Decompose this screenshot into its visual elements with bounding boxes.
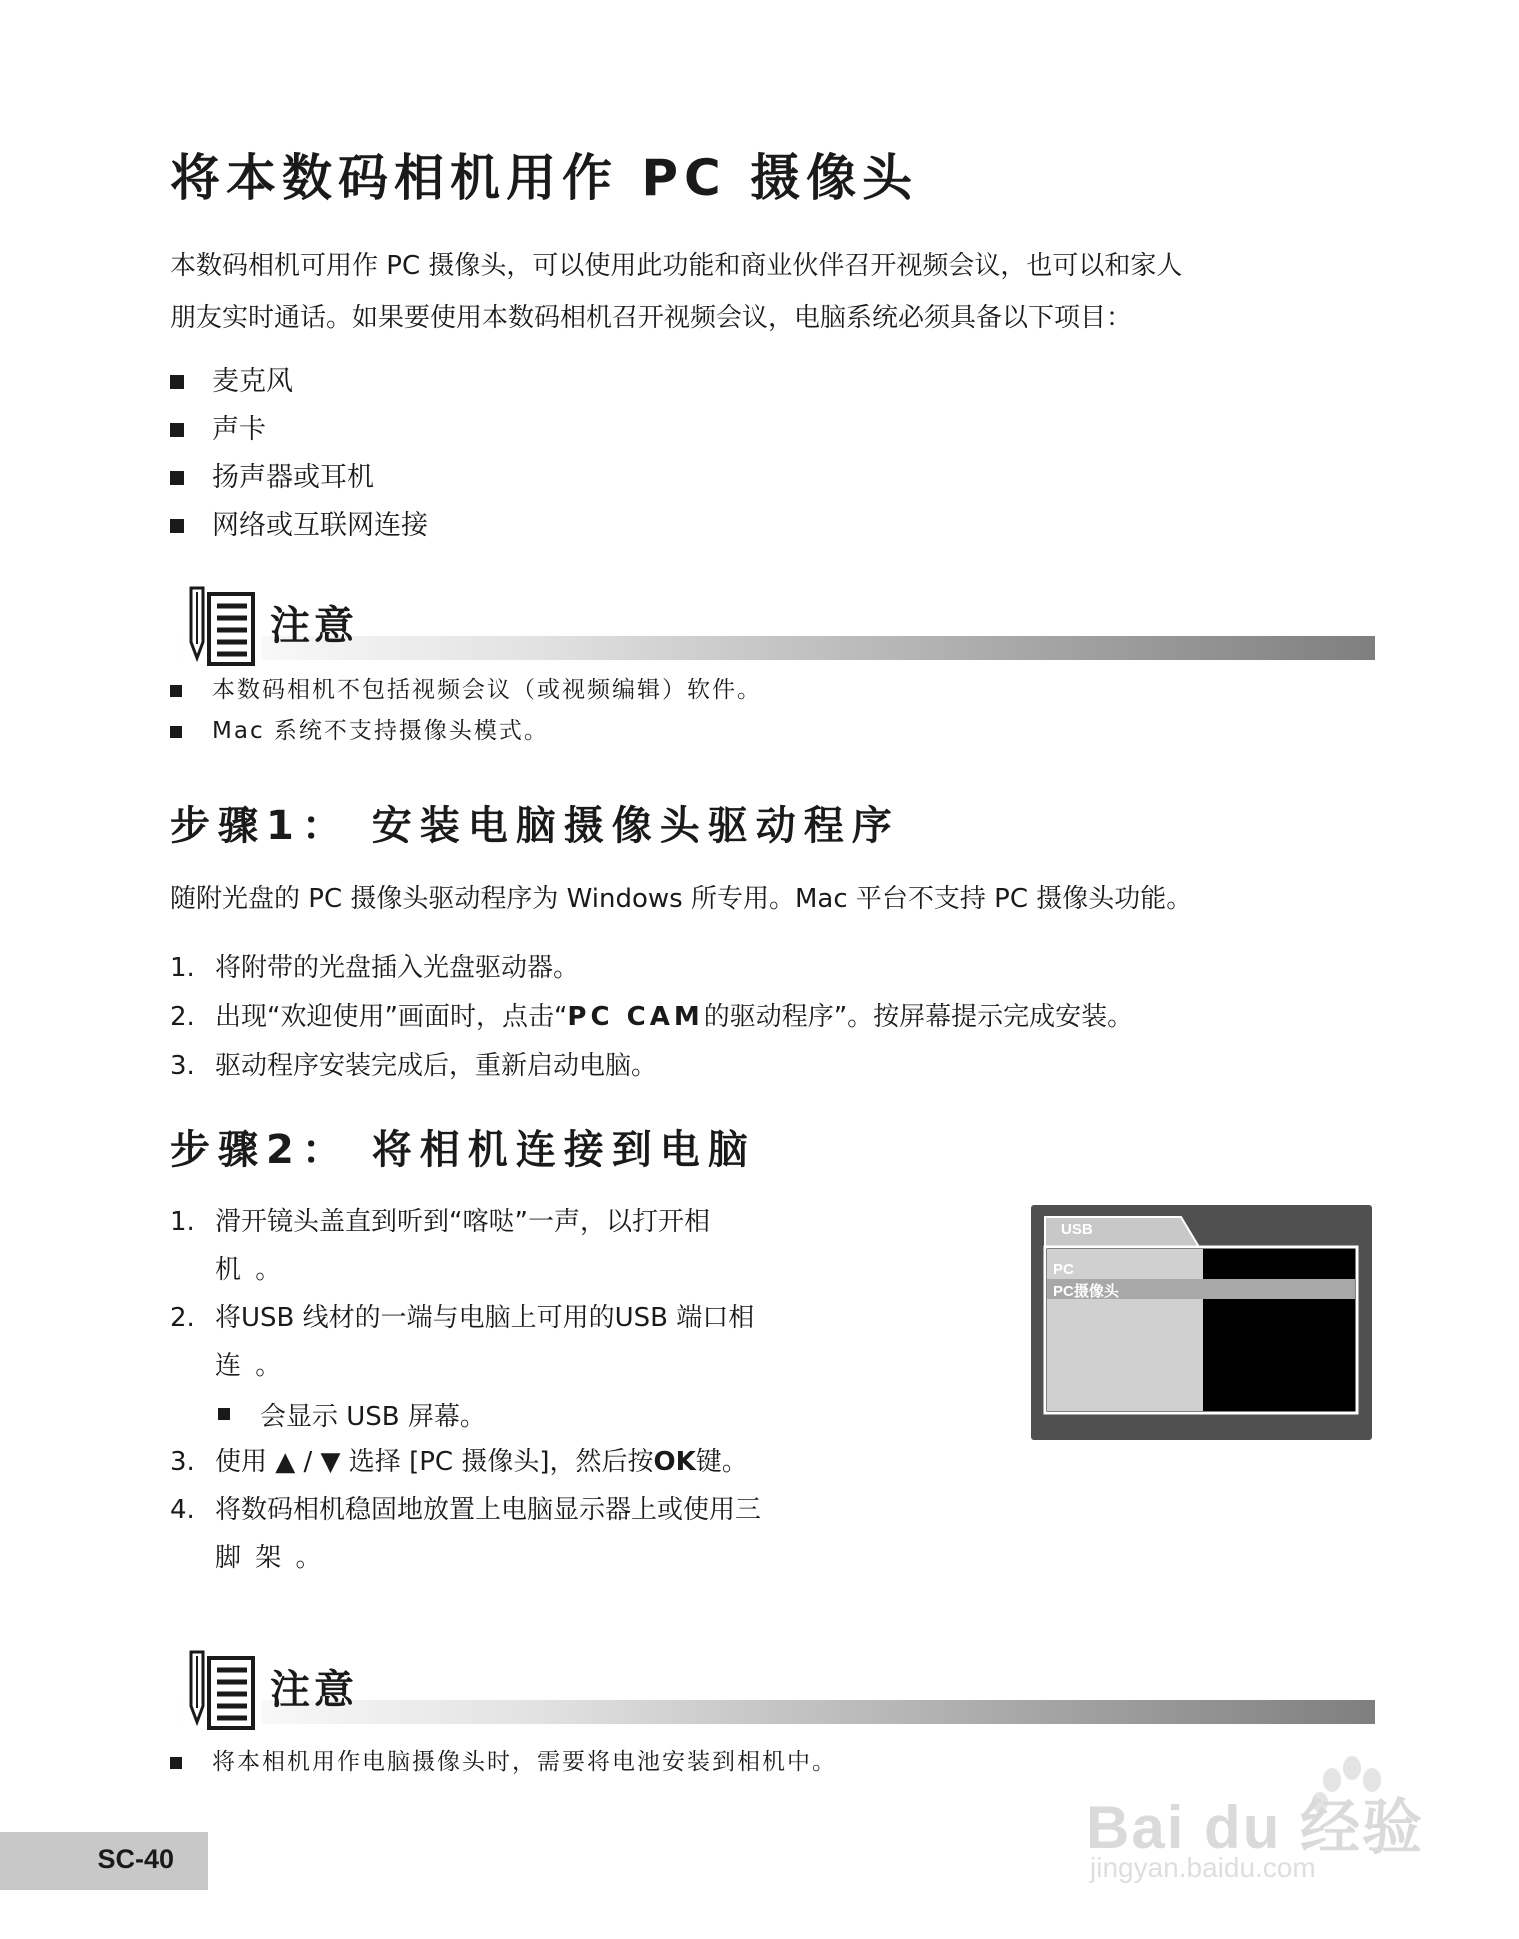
list-item: 4. 将数码相机稳固地放置上电脑显示器上或使用三 [170, 1495, 762, 1525]
square-bullet-icon [170, 726, 182, 738]
menu-option-pc: PC [1053, 1261, 1074, 1278]
list-item: 2. 将USB 线材的一端与电脑上可用的USB 端口相 [170, 1303, 755, 1333]
square-bullet-icon [170, 423, 184, 437]
menu-option-pc-camera: PC摄像头 [1053, 1283, 1119, 1300]
usb-menu-frame [1031, 1205, 1372, 1440]
note-list [170, 1742, 837, 1783]
step1-heading: 步骤1： 安装电脑摄像头驱动程序 [170, 803, 900, 849]
note-title: 注意 [270, 1667, 358, 1713]
note-header [175, 584, 1375, 674]
usb-screen-illustration [1031, 1205, 1372, 1440]
step2-heading: 步骤2： 将相机连接到电脑 [170, 1127, 756, 1173]
page-number-box [0, 1832, 208, 1890]
square-bullet-icon [170, 1757, 182, 1769]
page-title: 将本数码相机用作 PC 摄像头 [170, 149, 919, 207]
usb-tab-label: USB [1061, 1221, 1093, 1238]
step2-list [170, 1198, 870, 1582]
step1-list [170, 944, 1133, 1091]
list-item: 将本相机用作电脑摄像头时，需要将电池安装到相机中。 [170, 1742, 837, 1783]
pc-cam-label: PC CAM [567, 1002, 704, 1032]
square-bullet-icon [170, 471, 184, 485]
note-notepad-icon [183, 584, 261, 670]
square-bullet-icon [170, 519, 184, 533]
ok-key-label: OK [653, 1447, 696, 1477]
intro-line-1: 本数码相机可用作 PC 摄像头，可以使用此功能和商业伙伴召开视频会议，也可以和家人 [170, 251, 1183, 281]
square-bullet-icon [218, 1408, 230, 1420]
watermark-brand: Bai du 经验 [1086, 1794, 1425, 1861]
note-header [175, 1648, 1375, 1738]
step1-paragraph: 随附光盘的 PC 摄像头驱动程序为 Windows 所专用。Mac 平台不支持 PC 摄像头功能。 [170, 884, 1193, 914]
list-item: 3. 驱动程序安装完成后，重新启动电脑。 [170, 1051, 658, 1081]
page-number: SC-40 [97, 1844, 174, 1874]
square-bullet-icon [170, 375, 184, 389]
intro-line-2: 朋友实时通话。如果要使用本数码相机召开视频会议，电脑系统必须具备以下项目： [170, 303, 1133, 333]
watermark-url: jingyan.baidu.com [1090, 1852, 1316, 1883]
requirements-list [170, 358, 428, 550]
baidu-watermark [1070, 1740, 1470, 1890]
list-item: 网络或互联网连接 [170, 502, 428, 550]
intro-paragraph [170, 240, 1380, 344]
list-item-continuation: 脚 架 。 [215, 1543, 325, 1573]
list-item: 声卡 [170, 406, 428, 454]
square-bullet-icon [170, 685, 182, 697]
list-item: 扬声器或耳机 [170, 454, 428, 502]
note-notepad-icon [183, 1648, 261, 1734]
list-item: Mac 系统不支持摄像头模式。 [170, 711, 762, 752]
list-item-continuation: 连 。 [215, 1351, 285, 1381]
list-item: 1. 滑开镜头盖直到听到“喀哒”一声，以打开相 [170, 1207, 710, 1237]
note-title: 注意 [270, 603, 358, 649]
list-item: 3. 使用 ▲ / ▼ 选择 [PC 摄像头]，然后按 OK 键。 [170, 1438, 870, 1486]
sub-list-item: 会显示 USB 屏幕。 [170, 1390, 870, 1438]
list-item: 1. 将附带的光盘插入光盘驱动器。 [170, 953, 580, 983]
list-item: 麦克风 [170, 358, 428, 406]
list-item: 2. 出现“欢迎使用”画面时，点击“ PC CAM 的驱动程序”。按屏幕提示完成安装。 [170, 993, 1133, 1042]
list-item: 本数码相机不包括视频会议（或视频编辑）软件。 [170, 670, 762, 711]
list-item-continuation: 机 。 [215, 1255, 285, 1285]
note-list [170, 670, 762, 752]
